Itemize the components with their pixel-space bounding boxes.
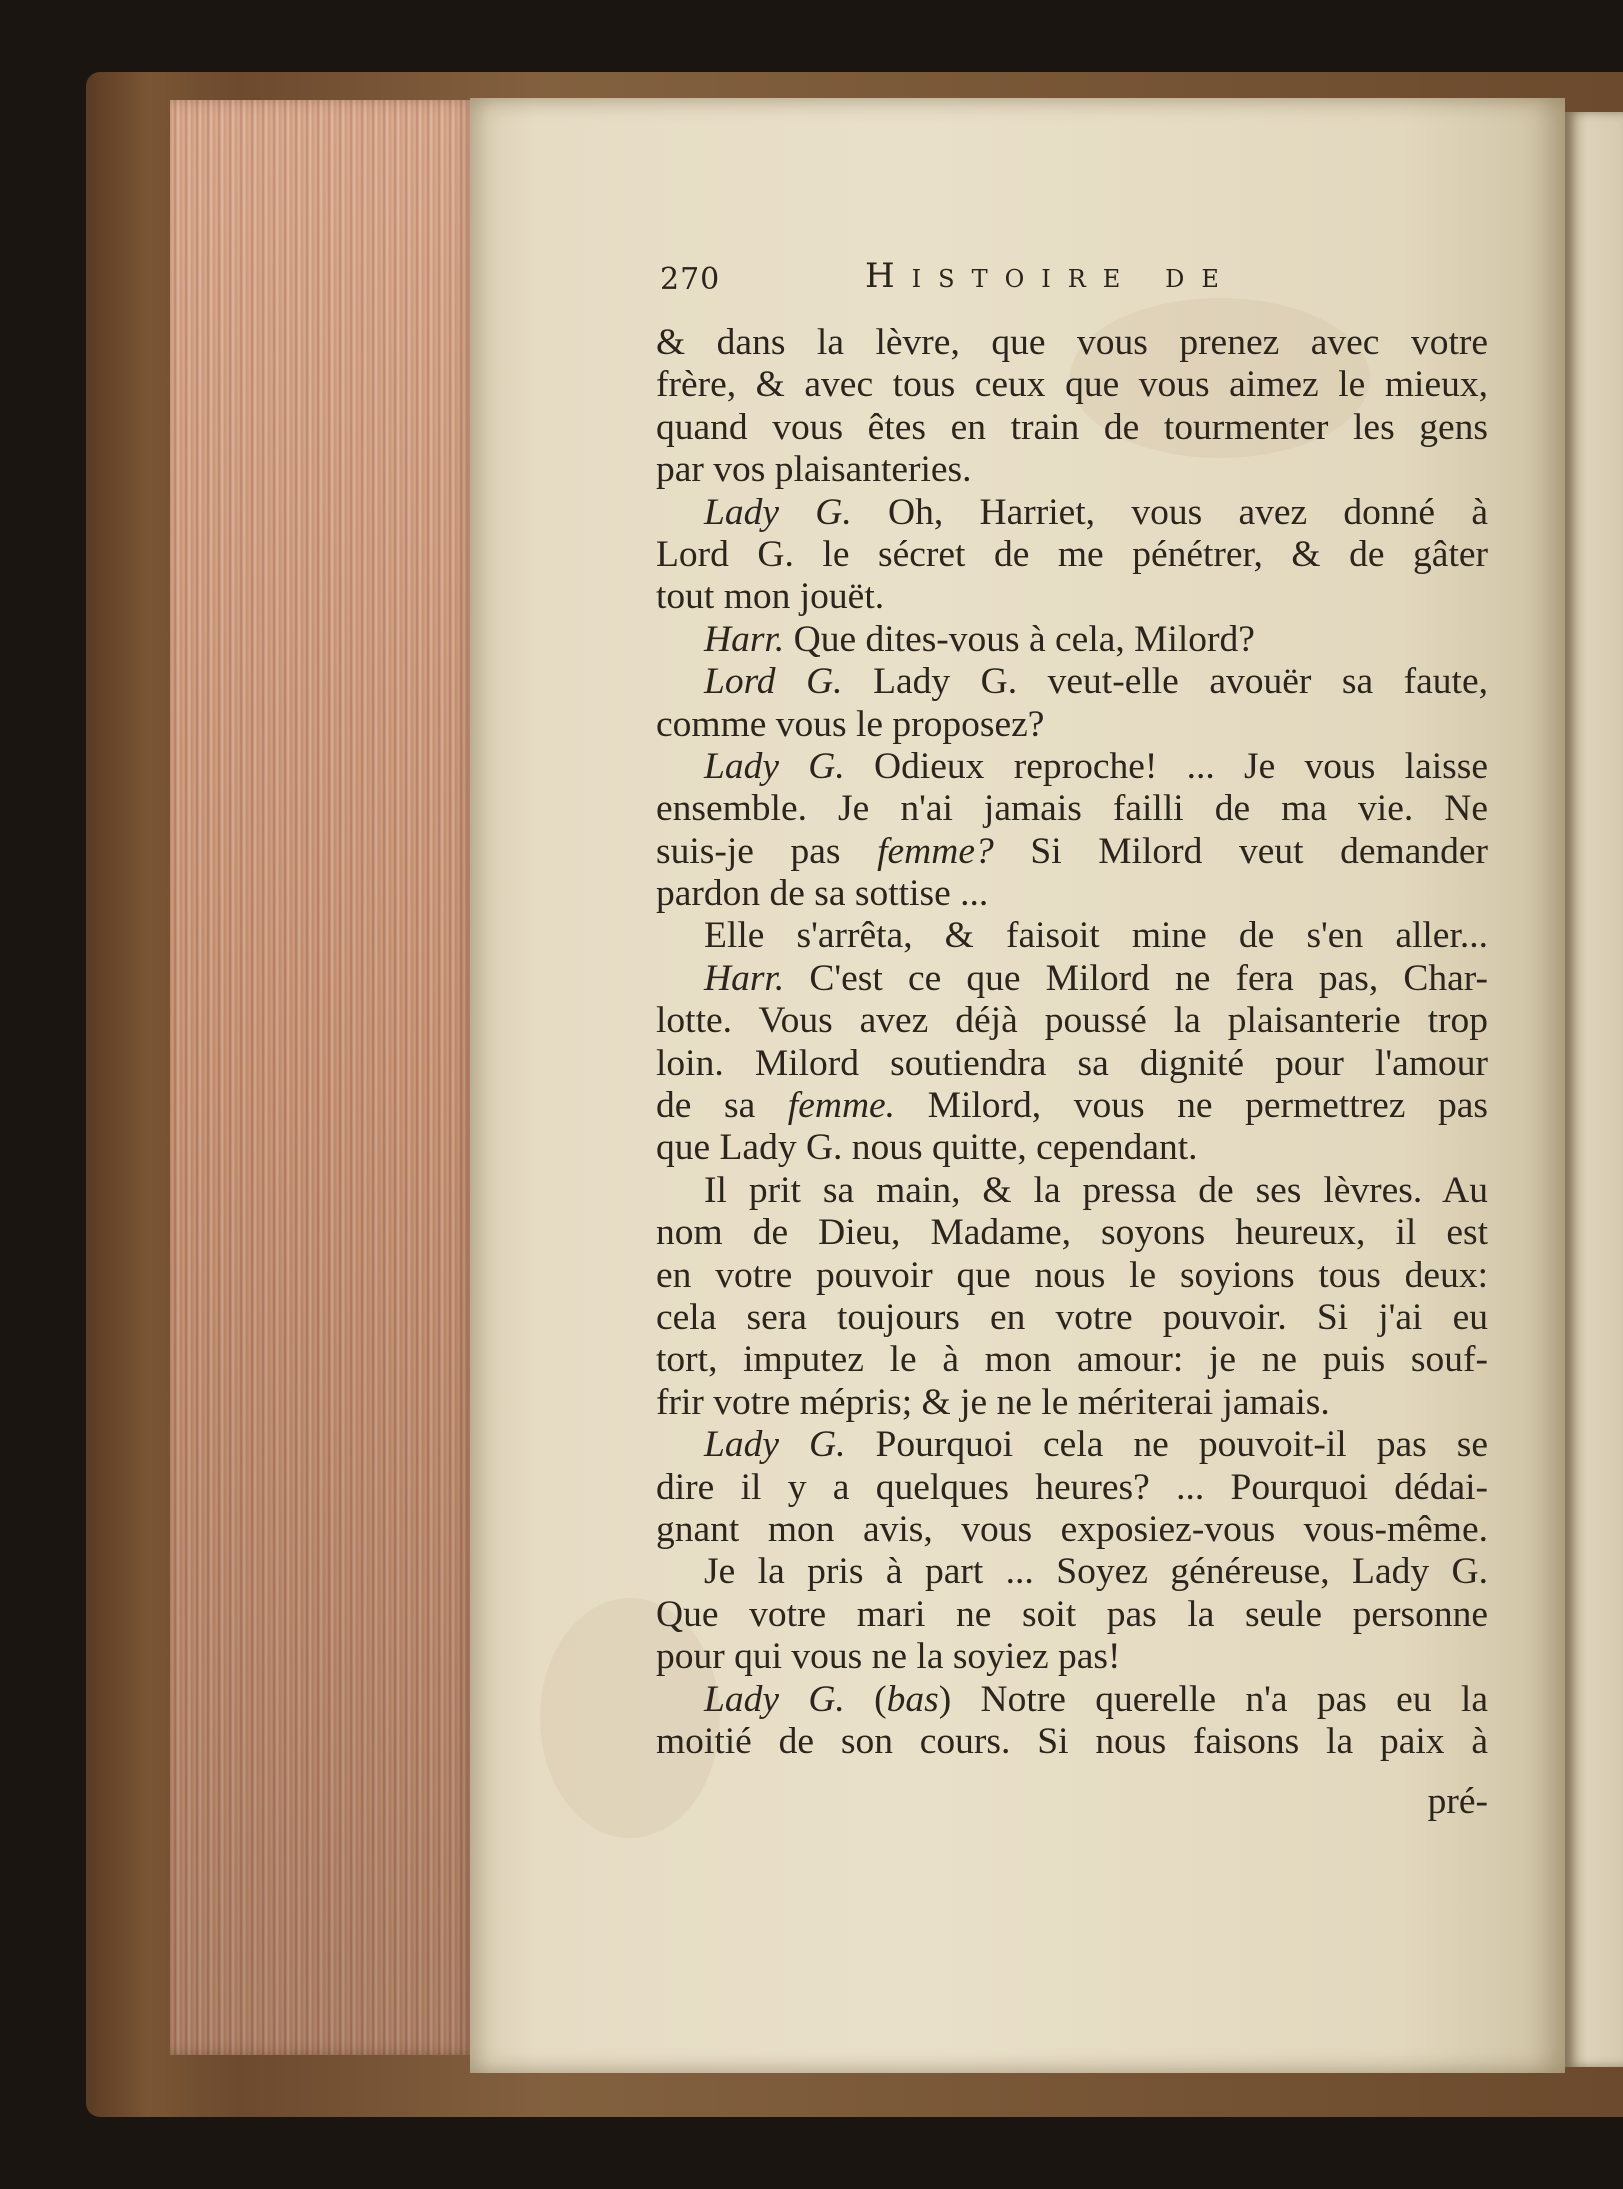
text-run: ) Notre querelle n'a pas eu la [938, 1678, 1488, 1720]
italic-text: Harr. [704, 957, 785, 999]
text-line [656, 704, 1488, 746]
running-head [660, 256, 1500, 306]
text-run: frir votre mépris; & je ne le mériterai jamais. [656, 1381, 1330, 1423]
text-run: Odieux reproche! ... Je vous laisse [844, 745, 1488, 787]
text-line [656, 619, 1488, 661]
page-block-edge [170, 100, 475, 2055]
text-run: quand vous êtes en train de tourmenter les gens [656, 406, 1488, 448]
text-line [656, 576, 1488, 618]
text-run: ( [844, 1678, 887, 1720]
text-run: C'est ce que Milord ne fera pas, Char- [784, 957, 1488, 999]
text-run: Je la pris à part ... Soyez généreuse, Lady G. [704, 1551, 1488, 1593]
text-run: frère, & avec tous ceux que vous aimez le mieux, [656, 364, 1488, 406]
text-line [656, 788, 1488, 830]
italic-text: Lady G. [704, 491, 852, 533]
text-line [656, 1424, 1488, 1466]
text-line [656, 1551, 1488, 1593]
italic-text: Harr. [704, 618, 785, 660]
italic-text: femme? [877, 830, 994, 872]
text-run: loin. Milord soutiendra sa dignité pour l'amour [656, 1042, 1488, 1084]
text-line [656, 1339, 1488, 1381]
text-line [656, 958, 1488, 1000]
text-run: cela sera toujours en votre pouvoir. Si j'ai eu [656, 1296, 1488, 1338]
text-line [656, 1382, 1488, 1424]
text-run: en votre pouvoir que nous le soyions tous deux: [656, 1254, 1488, 1296]
text-run: Lady G. veut-elle avouër sa faute, [842, 661, 1488, 703]
text-line [656, 1212, 1488, 1254]
italic-text: Lady G. [704, 1424, 846, 1466]
text-run: Elle s'arrêta, & faisoit mine de s'en aller... [704, 915, 1488, 957]
facing-page-edge [1565, 112, 1623, 2067]
text-run: comme vous le proposez? [656, 703, 1045, 745]
text-run: Si Milord veut demander [993, 830, 1488, 872]
text-run: ensemble. Je n'ai jamais failli de ma vie. Ne [656, 788, 1488, 830]
text-run: Que votre mari ne soit pas la seule personne [656, 1593, 1488, 1635]
italic-text: femme. [787, 1085, 896, 1127]
text-run: moitié de son cours. Si nous faisons la paix à [656, 1720, 1488, 1762]
text-line [656, 534, 1488, 576]
running-title: Histoire de [865, 256, 1236, 296]
text-line [656, 1721, 1488, 1763]
text-line [656, 1509, 1488, 1551]
text-run: gnant mon avis, vous exposiez-vous vous-même. [656, 1508, 1488, 1550]
text-line [656, 661, 1488, 703]
text-run: dire il y a quelques heures? ... Pourquoi dédai- [656, 1466, 1488, 1508]
italic-text: Lord G. [704, 661, 843, 703]
text-run: Milord, vous ne permettrez pas [895, 1085, 1489, 1127]
text-run: tort, imputez le à mon amour: je ne puis souf- [656, 1339, 1488, 1381]
text-line [656, 1297, 1488, 1339]
text-run: par vos plaisanteries. [656, 449, 972, 491]
text-line [656, 1127, 1488, 1169]
text-line [656, 1255, 1488, 1297]
text-run: pardon de sa sottise ... [656, 873, 989, 915]
italic-text: bas [886, 1678, 939, 1720]
text-run: suis-je pas [656, 830, 878, 872]
text-line [656, 1000, 1488, 1042]
text-line [656, 1679, 1488, 1721]
text-line [656, 449, 1488, 491]
text-run: tout mon jouët. [656, 576, 885, 618]
text-line [656, 915, 1488, 957]
text-run: Oh, Harriet, vous avez donné à [851, 491, 1488, 533]
text-line [656, 1085, 1488, 1127]
text-line [656, 364, 1488, 406]
text-line [656, 1170, 1488, 1212]
text-line [656, 873, 1488, 915]
text-run: de sa [656, 1085, 788, 1127]
text-run: que Lady G. nous quitte, cependant. [656, 1127, 1198, 1169]
text-run: Que dites-vous à cela, Milord? [784, 618, 1255, 660]
text-line [656, 322, 1488, 364]
text-line [656, 746, 1488, 788]
text-run: Pourquoi cela ne pouvoit-il pas se [845, 1424, 1488, 1466]
text-run: Lord G. le sécret de me pénétrer, & de gâter [656, 533, 1488, 575]
italic-text: Lady G. [704, 1678, 845, 1720]
text-run: nom de Dieu, Madame, soyons heureux, il est [656, 1212, 1488, 1254]
text-line [656, 407, 1488, 449]
page-number: 270 [660, 262, 721, 297]
text-run: Il prit sa main, & la pressa de ses lèvres. Au [704, 1169, 1488, 1211]
text-run: lotte. Vous avez déjà poussé la plaisanterie trop [656, 1000, 1488, 1042]
text-run: & dans la lèvre, que vous prenez avec votre [656, 322, 1488, 363]
text-line [656, 1594, 1488, 1636]
text-line [656, 492, 1488, 534]
text-line [656, 1636, 1488, 1678]
italic-text: Lady G. [704, 745, 845, 787]
text-run: pour qui vous ne la soyiez pas! [656, 1636, 1121, 1678]
text-line [656, 831, 1488, 873]
text-line [656, 1467, 1488, 1509]
body-text [656, 322, 1488, 1763]
text-line [656, 1043, 1488, 1085]
catchword: pré- [1427, 1781, 1488, 1822]
